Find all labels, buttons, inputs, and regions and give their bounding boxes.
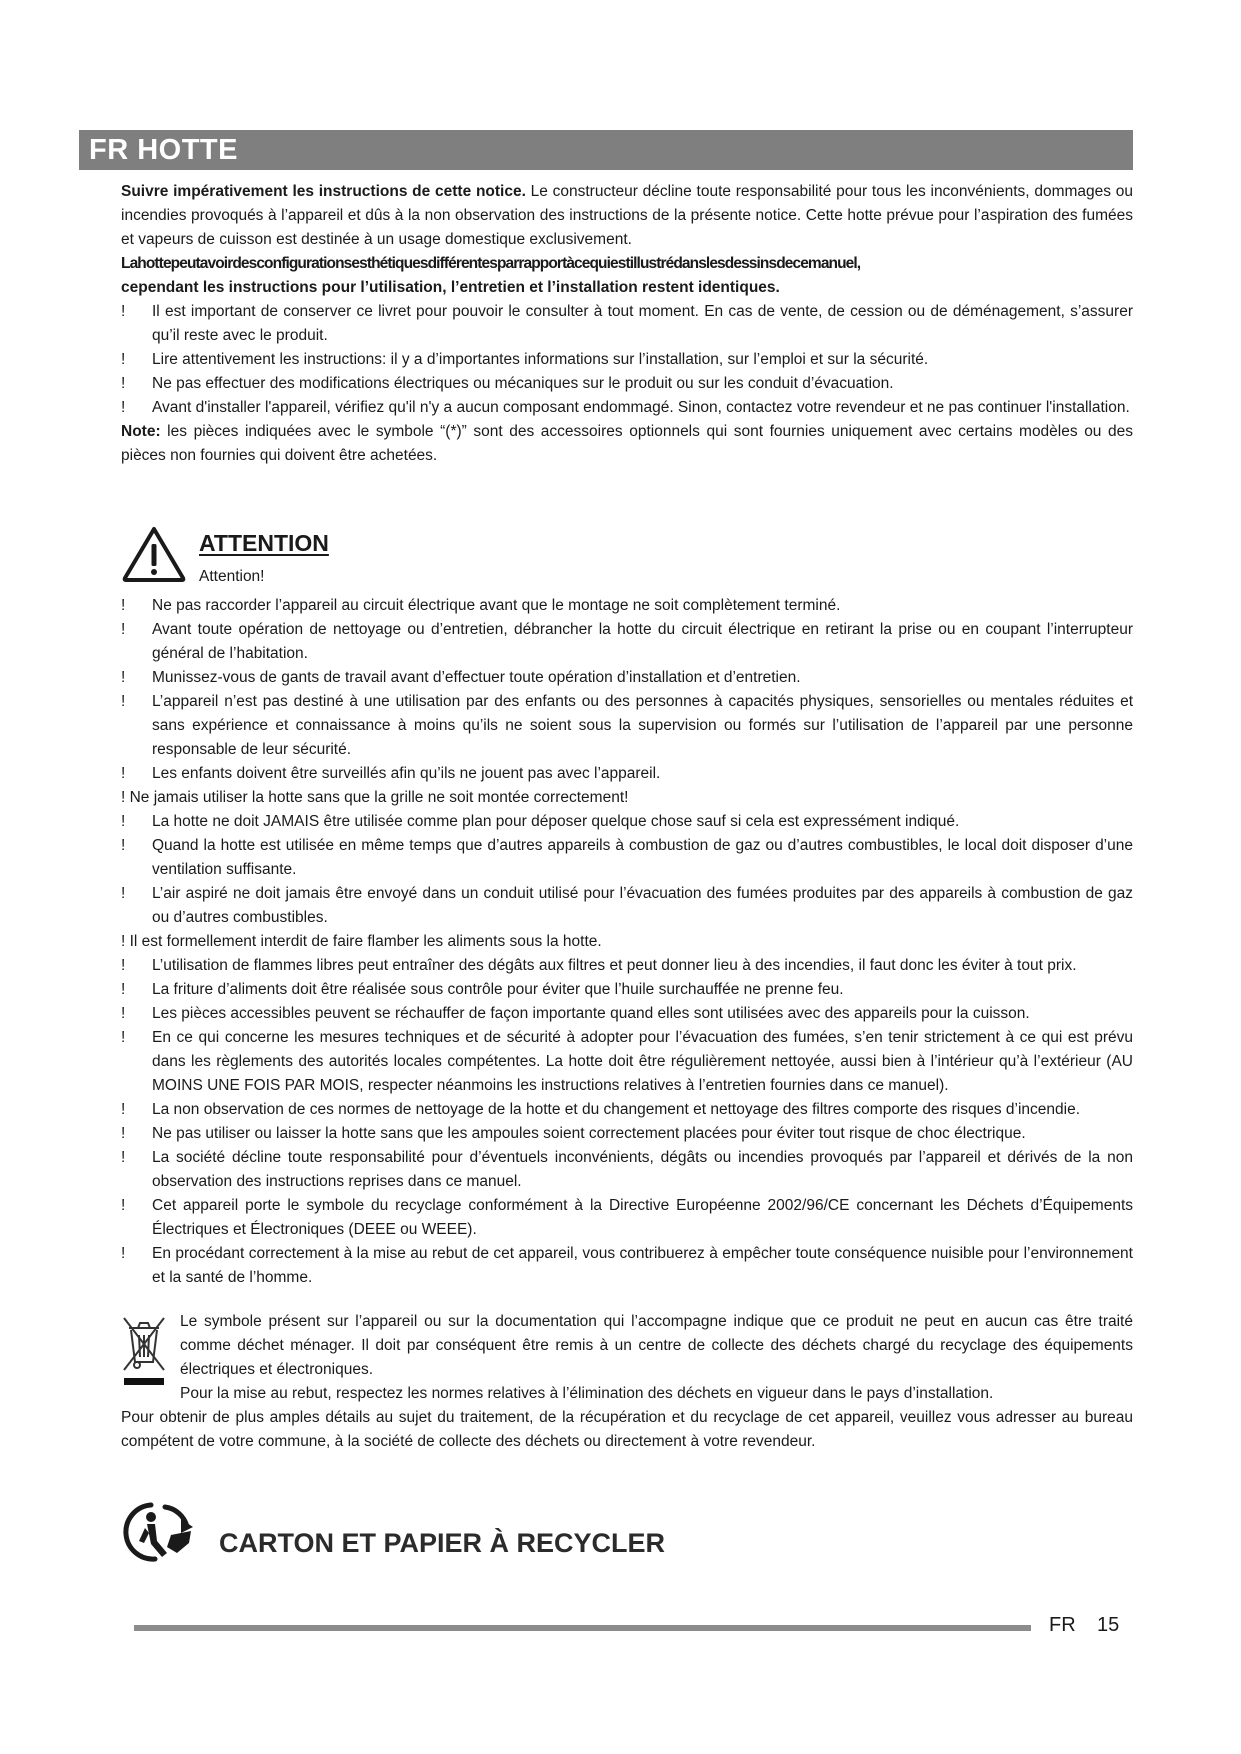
attention-subtitle: Attention!	[199, 568, 265, 585]
warning-item: ! Ne jamais utiliser la hotte sans que la grille ne soit montée correctement!	[121, 789, 629, 806]
intro-list	[121, 300, 1133, 420]
warning-item-text: Les enfants doivent être surveillés afin qu’ils ne jouent pas avec l’appareil.	[152, 765, 661, 782]
warning-item	[121, 1122, 1133, 1146]
recycle-title: CARTON ET PAPIER À RECYCLER	[219, 1528, 666, 1558]
exclamation-bullet: !	[121, 837, 126, 854]
exclamation-bullet: !	[121, 621, 126, 638]
warning-item	[121, 1098, 1133, 1122]
warning-item-text: L’air aspiré ne doit jamais être envoyé dans un conduit utilisé pour l’évacuation des fumées produites par des appareils à combustion de gaz ou d’autres combustibles.	[152, 885, 1133, 926]
triman-recycle-icon	[121, 1497, 201, 1567]
footer-rule	[134, 1625, 1031, 1631]
attention-title: ATTENTION	[199, 530, 329, 556]
warning-item	[121, 594, 1133, 618]
weee-more-info	[121, 1406, 1133, 1454]
warning-item-text: La hotte ne doit JAMAIS être utilisée comme plan pour déposer quelque chose sauf si cela est expressément indiqué.	[152, 813, 960, 830]
weee-text-3: Pour obtenir de plus amples détails au sujet du traitement, de la récupération et du recyclage de cet appareil, veuillez vous adresser au bureau compétent de votre commune, à la société de collecte des déchets ou directement à votre revendeur.	[121, 1409, 1133, 1450]
intro-paragraph	[121, 180, 1133, 252]
exclamation-bullet: !	[121, 597, 126, 614]
warning-item-text: Les pièces accessibles peuvent se réchauffer de façon importante quand elles sont utilisées avec des appareils pour la cuisson.	[152, 1005, 1030, 1022]
warning-item	[121, 978, 1133, 1002]
exclamation-bullet: !	[121, 1029, 126, 1046]
warning-item	[121, 300, 1133, 348]
warning-item	[121, 1026, 1133, 1098]
exclamation-bullet: !	[121, 669, 126, 686]
exclamation-bullet: !	[121, 1125, 126, 1142]
warning-item	[121, 762, 1133, 786]
intro-lead-text: Le constructeur décline toute responsabilité pour tous les inconvénients, dommages ou incendies provoqués à l’appareil et dûs à la non observation des instructions de la présente notice. Cette hotte prévue pour l’aspiration des fumées et vapeurs de cuisson est destinée à un usage domestique exclusivement.	[121, 183, 1133, 248]
warning-item	[121, 372, 1133, 396]
exclamation-bullet: !	[121, 957, 126, 974]
note-paragraph	[121, 420, 1133, 468]
exclamation-bullet: !	[121, 693, 126, 710]
warning-item	[121, 834, 1133, 882]
warning-item	[121, 810, 1133, 834]
intro-section	[121, 180, 1133, 468]
attention-list	[121, 594, 1133, 1290]
exclamation-bullet: !	[121, 981, 126, 998]
footer-language: FR	[1049, 1614, 1076, 1636]
warning-item	[121, 882, 1133, 930]
warning-item	[121, 348, 1133, 372]
warning-item-text: Lire attentivement les instructions: il y a d’importantes informations sur l’installation, sur l’emploi et sur la sécurité.	[152, 351, 929, 368]
warning-item	[121, 1194, 1133, 1242]
warning-item: ! Il est formellement interdit de faire flamber les aliments sous la hotte.	[121, 933, 602, 950]
warning-item-text: Avant toute opération de nettoyage ou d’entretien, débrancher la hotte du circuit électrique en retirant la prise ou en coupant l’interrupteur général de l’habitation.	[152, 621, 1133, 662]
exclamation-bullet: !	[121, 1197, 126, 1214]
warning-item	[121, 954, 1133, 978]
crossed-bin-icon	[121, 1314, 167, 1388]
warning-item-text: L’appareil n’est pas destiné à une utilisation par des enfants ou des personnes à capacités physiques, sensorielles ou mentales réduites et sans expérience et connaissance à moins qu’ils ne soient sous la supervision ou formés sur l’utilisation de l’appareil par une personne responsable de leur sécurité.	[152, 693, 1133, 758]
warning-item-text: Il est important de conserver ce livret pour pouvoir le consulter à tout moment. En cas de vente, de cession ou de déménagement, s’assurer qu’il reste avec le produit.	[152, 303, 1133, 344]
weee-text-1: Le symbole présent sur l’appareil ou sur la documentation qui l’accompagne indique que ce produit ne peut en aucun cas être traité comme déchet ménager. Il doit par conséquent être remis à un centre de collecte des déchets chargé du recyclage des équipements électriques et électroniques.	[180, 1313, 1133, 1378]
exclamation-bullet: !	[121, 399, 126, 416]
warning-item	[121, 690, 1133, 762]
warning-item-text: Ne pas raccorder l’appareil au circuit électrique avant que le montage ne soit complètement terminé.	[152, 597, 841, 614]
warning-item	[121, 396, 1133, 420]
warning-triangle-icon	[121, 525, 187, 583]
intro-bold-line-1: Lahottepeutavoirdesconfigurationsesthétiquesdifférentesparrapportàcequiestillustrédanslesdessinsdecemanuel,	[121, 255, 861, 272]
weee-text-2: Pour la mise au rebut, respectez les normes relatives à l’élimination des déchets en vigueur dans le pays d’installation.	[180, 1385, 994, 1402]
exclamation-bullet: !	[121, 765, 126, 782]
exclamation-bullet: !	[121, 1149, 126, 1166]
warning-item-text: Munissez-vous de gants de travail avant d’effectuer toute opération d’installation et d’entretien.	[152, 669, 801, 686]
exclamation-bullet: !	[121, 885, 126, 902]
exclamation-bullet: !	[121, 375, 126, 392]
exclamation-bullet: !	[121, 813, 126, 830]
intro-bold-line-2: cependant les instructions pour l’utilisation, l’entretien et l’installation restent identiques.	[121, 279, 780, 296]
section-header: FR HOTTE	[79, 130, 1133, 170]
page-number: 15	[1097, 1614, 1120, 1636]
attention-header	[121, 525, 1133, 595]
warning-item-text: La non observation de ces normes de nettoyage de la hotte et du changement et nettoyage des filtres comporte des risques d’incendie.	[152, 1101, 1081, 1118]
warning-item-text: En ce qui concerne les mesures techniques et de sécurité à adopter pour l’évacuation des fumées, s’en tenir strictement à ce qui est prévu dans les règlements des autorités locales compétentes. La hotte doit être régulièrement nettoyée, aussi bien à l’intérieur qu’à l’extérieur (AU MOINS UNE FOIS PAR MOIS, respecter néanmoins les instructions relatives à l’entretien fournies dans ce manuel).	[152, 1029, 1133, 1094]
warning-item-text: En procédant correctement à la mise au rebut de cet appareil, vous contribuerez à empêcher toute conséquence nuisible pour l’environnement et la santé de l’homme.	[152, 1245, 1133, 1286]
warning-item-text: L’utilisation de flammes libres peut entraîner des dégâts aux filtres et peut donner lieu à des incendies, il faut donc les éviter à tout prix.	[152, 957, 1077, 974]
weee-description	[180, 1310, 1133, 1406]
exclamation-bullet: !	[121, 1005, 126, 1022]
exclamation-bullet: !	[121, 303, 126, 320]
warning-item	[121, 1146, 1133, 1194]
warning-item-text: La friture d’aliments doit être réalisée sous contrôle pour éviter que l’huile surchauffée ne prenne feu.	[152, 981, 844, 998]
note-text: les pièces indiquées avec le symbole “(*)” sont des accessoires optionnels qui sont fournies uniquement avec certains modèles ou des pièces non fournies qui doivent être achetées.	[121, 423, 1133, 464]
warning-item-text: Ne pas effectuer des modifications électriques ou mécaniques sur le produit ou sur les conduit d’évacuation.	[152, 375, 894, 392]
warning-item-text: Cet appareil porte le symbole du recyclage conformément à la Directive Européenne 2002/96/CE concernant les Déchets d’Équipements Électriques et Électroniques (DEEE ou WEEE).	[152, 1197, 1133, 1238]
exclamation-bullet: !	[121, 1101, 126, 1118]
exclamation-bullet: !	[121, 351, 126, 368]
warning-item	[121, 666, 1133, 690]
warning-item	[121, 618, 1133, 666]
warning-item	[121, 1002, 1133, 1026]
exclamation-bullet: !	[121, 1245, 126, 1262]
warning-item-text: La société décline toute responsabilité pour d’éventuels inconvénients, dégâts ou incendies provoqués par l’appareil et dérivés de la non observation des instructions reprises dans ce manuel.	[152, 1149, 1133, 1190]
warning-item-text: Ne pas utiliser ou laisser la hotte sans que les ampoules soient correctement placées pour éviter tout risque de choc électrique.	[152, 1125, 1026, 1142]
intro-lead-bold: Suivre impérativement les instructions de cette notice.	[121, 183, 526, 200]
warning-item	[121, 1242, 1133, 1290]
note-label: Note:	[121, 423, 161, 440]
warning-item-text: Avant d'installer l'appareil, vérifiez qu'il n'y a aucun composant endommagé. Sinon, contactez votre revendeur et ne pas continuer l'installation.	[152, 399, 1130, 416]
warning-item-text: Quand la hotte est utilisée en même temps que d’autres appareils à combustion de gaz ou d’autres combustibles, le local doit disposer d’une ventilation suffisante.	[152, 837, 1133, 878]
